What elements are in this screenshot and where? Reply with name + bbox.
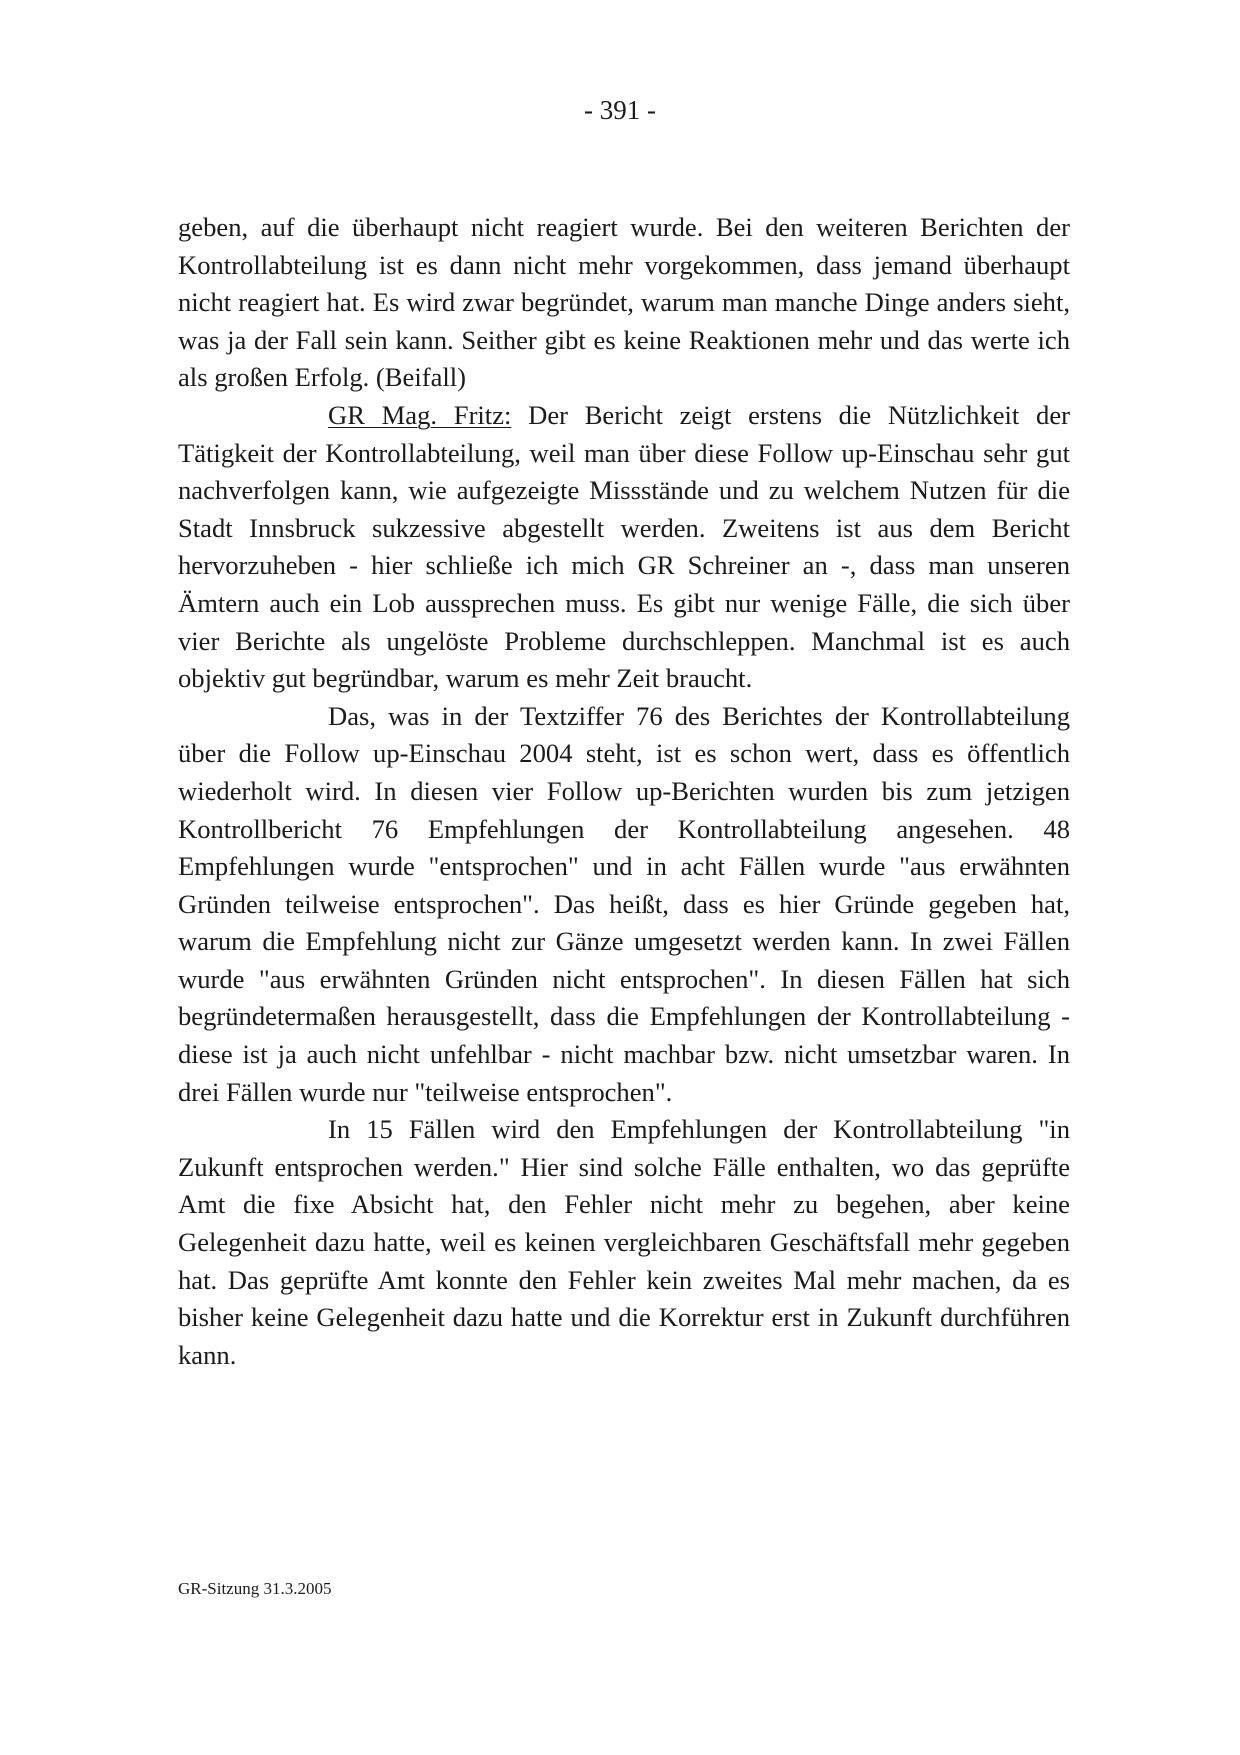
paragraph-zukunft: In 15 Fällen wird den Empfehlungen der Kontrollabteilung "in Zukunft entsprochen werden." Hier sind solche Fälle enthalten, wo das geprüfte Amt die fixe Absicht hat, den Fehler nicht mehr zu begehen, aber keine Gelegenheit dazu hatte, weil es keinen vergleichbaren Geschäftsfall mehr gegeben hat. Das geprüfte Amt konnte den Fehler kein zweites Mal mehr machen, da es bisher keine Gelegenheit dazu hatte und die Korrektur erst in Zukunft durchführen kann. <box>178 1114 1070 1370</box>
paragraph-speaker-fritz <box>178 397 1070 698</box>
page-number: - 391 - <box>584 95 656 125</box>
paragraph-continuation: geben, auf die überhaupt nicht reagiert wurde. Bei den weiteren Berichten der Kontrollabteilung ist es dann nicht mehr vorgekommen, dass jemand überhaupt nicht reagiert hat. Es wird zwar begründet, warum man manche Dinge anders sieht, was ja der Fall sein kann. Seither gibt es keine Reaktionen mehr und das werte ich als großen Erfolg. (Beifall) <box>178 212 1070 393</box>
footer-session-label: GR-Sitzung 31.3.2005 <box>178 1579 332 1598</box>
document-body <box>178 209 1070 1374</box>
speaker-statement: Der Bericht zeigt erstens die Nützlichkeit der Tätigkeit der Kontrollabteilung, weil man über diese Follow up-Einschau sehr gut nachverfolgen kann, wie aufgezeigte Missstände und zu welchem Nutzen für die Stadt Innsbruck sukzessive abgestellt werden. Zweitens ist aus dem Bericht hervorzuheben - hier schließe ich mich GR Schreiner an -, dass man unseren Ämtern auch ein Lob aussprechen muss. Es gibt nur wenige Fälle, die sich über vier Berichte als ungelöste Probleme durchschleppen. Manchmal ist es auch objektiv gut begründbar, warum es mehr Zeit braucht. <box>178 399 1070 694</box>
speaker-name: GR Mag. Fritz: <box>328 399 512 430</box>
paragraph-textziffer-76: Das, was in der Textziffer 76 des Berichtes der Kontrollabteilung über die Follow up-Einschau 2004 steht, ist es schon wert, dass es öffentlich wiederholt wird. In diesen vier Follow up-Berichten wurden bis zum jetzigen Kontrollbericht 76 Empfehlungen der Kontrollabteilung angesehen. 48 Empfehlungen wurde "entsprochen" und in acht Fällen wurde "aus erwähnten Gründen teilweise entsprochen". Das heißt, dass es hier Gründe gegeben hat, warum die Empfehlung nicht zur Gänze umgesetzt werden kann. In zwei Fällen wurde "aus erwähnten Gründen nicht entsprochen". In diesen Fällen hat sich begründetermaßen herausgestellt, dass die Empfehlungen der Kontrollabteilung - diese ist ja auch nicht unfehlbar - nicht machbar bzw. nicht umsetzbar waren. In drei Fällen wurde nur "teilweise entsprochen". <box>178 700 1070 1107</box>
